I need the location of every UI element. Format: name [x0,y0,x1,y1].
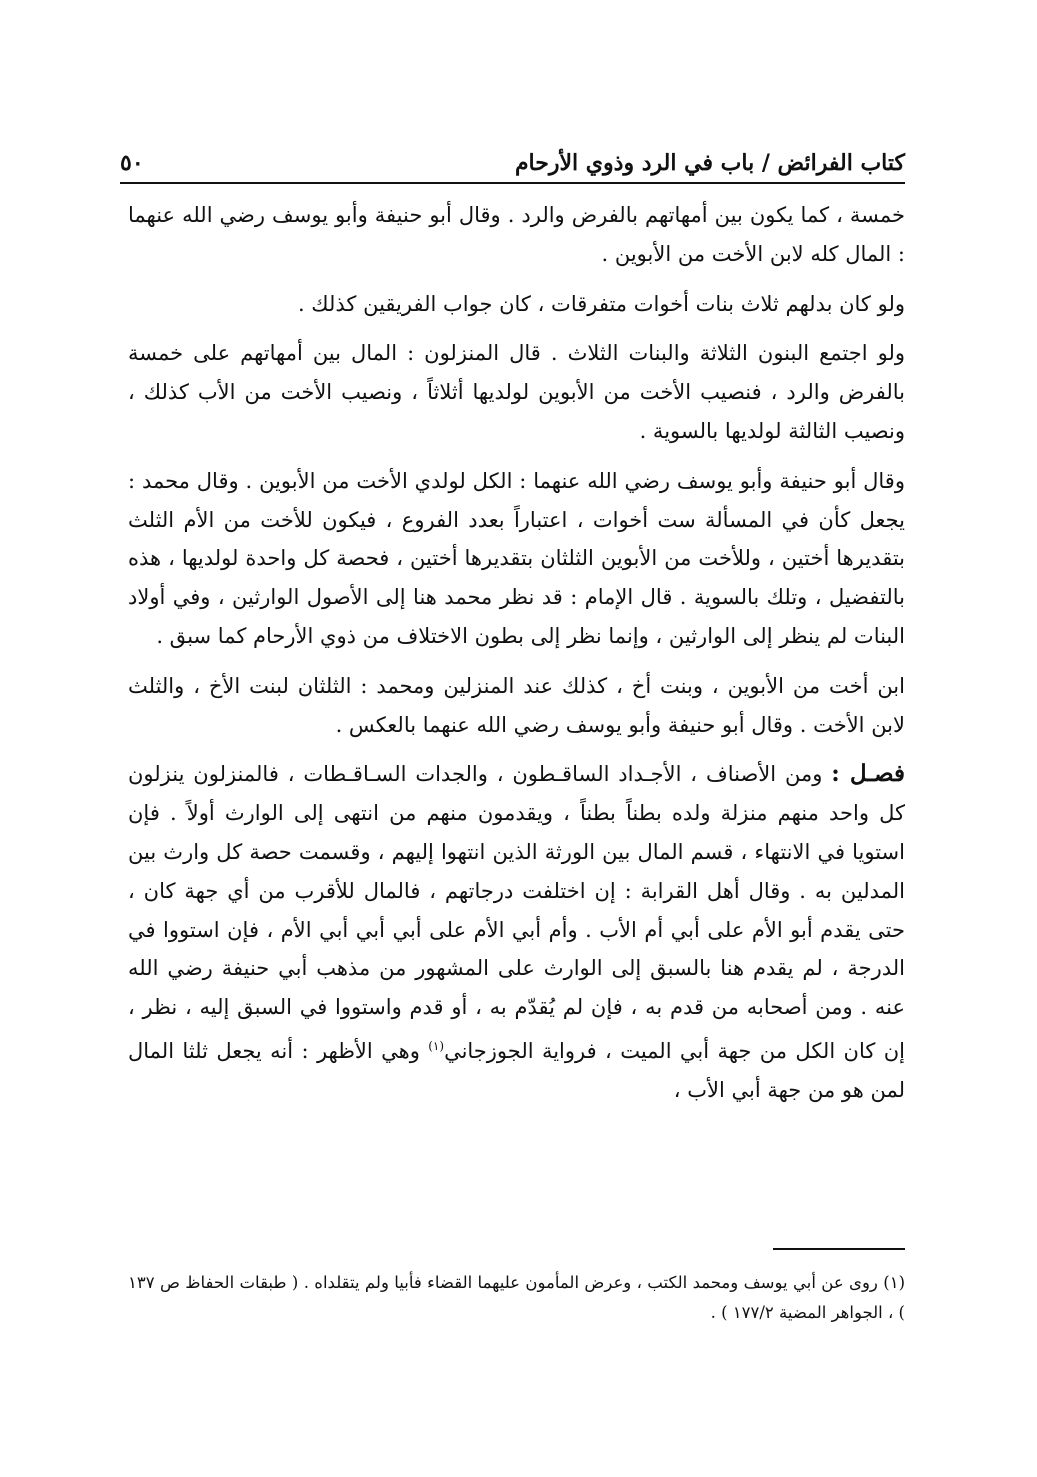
paragraph-5: ابن أخت من الأبوين ، وبنت أخ ، كذلك عند المنزلين ومحمد : الثلثان لبنت الأخ ، والثلث لابن الأخت . وقال أبو حنيفة وأبو يوسف رضي الله عنهما بالعكس . [128,673,905,737]
paragraph-2: ولو كان بدلهم ثلاث بنات أخوات متفرقات ، كان جواب الفريقين كذلك . [297,291,905,316]
paragraph-3: ولو اجتمع البنون الثلاثة والبنات الثلاث . قال المنزلون : المال بين أمهاتهم على خمسة بالفرض والرد ، فنصيب الأخت من الأبوين لولديها أثلاثاً ، ونصيب الأخت من الأب كذلك ، ونصيب الثالثة لولديها بالسوية . [128,341,905,443]
page-number: ٥٠ [120,150,144,176]
running-title: كتاب الفرائض / باب في الرد وذوي الأرحام [514,150,905,176]
footnote: (١) روى عن أبي يوسف ومحمد الكتب ، وعرض المأمون عليهما القضاء فأبيا ولم يتقلداه . ( طبقات الحفاظ ص ١٣٧ ) ، الجواهر المضية ١٧٧/٢ ) . [128,1273,905,1322]
paragraph-6 [128,755,905,1109]
section-lead: فصـل : [831,760,905,788]
paragraph-4: وقال أبو حنيفة وأبو يوسف رضي الله عنهما : الكل لولدي الأخت من الأبوين . وقال محمد : يجعل كأن في المسألة ست أخوات ، اعتباراً بعدد الفروع ، فيكون للأخت من الأم الثلث بتقديرها أختين ، وللأخت من الأبوين الثلثان بتقديرها أختين ، فحصة كل واحدة لولديها ، هذه بالتفضيل ، وتلك بالسوية . قال الإمام : قد نظر محمد هنا إلى الأصول الوارثين ، وفي أولاد البنات لم ينظر إلى الوارثين ، وإنما نظر إلى بطون الاختلاف من ذوي الأرحام كما سبق . [128,468,906,648]
paragraph-6-text-a: ومن الأصناف ، الأجـداد الساقـطون ، والجدات السـاقـطات ، فالمنزلون ينزلون كل واحد منهم منزلة ولده بطناً بطناً ، ويقدمون منهم من انتهى إلى الوارث أولاً . فإن استويا في الانتهاء ، قسم المال بين الورثة الذين انتهوا إليهم ، وقسمت حصة كل وارث بين المدلين به . وقال أهل القرابة : إن اختلفت درجاتهم ، فالمال للأقرب من أي جهة كان ، حتى يقدم أبو الأم على أبي أم الأب . وأم أبي الأم على أبي أبي أبي الأم ، فإن استووا في الدرجة ، لم يقدم هنا بالسبق إلى الوارث على المشهور من مذهب أبي حنيفة رضي الله عنه . ومن أصحابه من قدم به ، فإن لم يُقدّم به ، أو قدم واستووا في السبق إليه ، نظر ، إن كان الكل من جهة أبي الميت ، فرواية الجوزجاني [128,762,906,1063]
footnote-ref: (١) [428,1038,445,1053]
paragraph-6-text-b: وهي الأظهر : أنه يجعل ثلثا المال لمن هو من جهة أبي الأب ، [128,1038,905,1102]
footnote-divider [773,1248,905,1250]
page-header [120,128,905,184]
main-text [128,196,905,1121]
paragraph-1: خمسة ، كما يكون بين أمهاتهم بالفرض والرد . وقال أبو حنيفة وأبو يوسف رضي الله عنهما : المال كله لابن الأخت من الأبوين . [128,203,905,266]
